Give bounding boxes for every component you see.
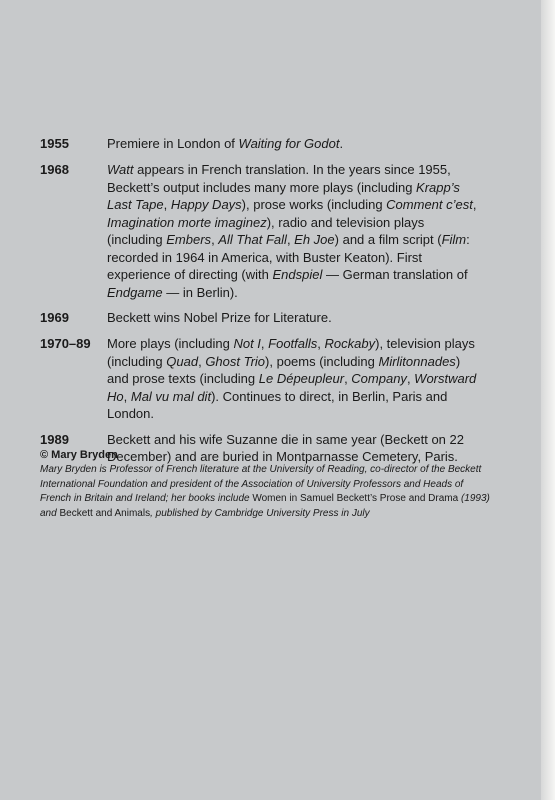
work-title: Embers — [166, 232, 212, 247]
work-title: Waiting for Godot — [238, 136, 340, 151]
work-title: Imagination morte imaginez — [107, 214, 267, 230]
work-title: Krapp’s Last Tape — [107, 179, 460, 212]
text-run: , — [344, 371, 352, 386]
timeline-year: 1955 — [40, 136, 69, 151]
text-run: — in Berlin). — [162, 284, 238, 300]
text-run: appears in French translation. In the years since 1955, Beckett’s output includes many more plays (including — [107, 162, 451, 195]
timeline-description — [107, 335, 480, 423]
text-run: , — [198, 353, 206, 369]
work-title: Happy Days — [170, 197, 242, 212]
book-title: Beckett and Animals — [59, 507, 151, 519]
work-title: Le Dépeupleur — [258, 371, 345, 386]
timeline-row — [40, 161, 480, 301]
work-title: Film — [441, 232, 467, 247]
text-run: , — [472, 197, 477, 212]
work-title: Comment c’est — [386, 197, 473, 212]
text-run: ), radio and television plays (including — [107, 214, 425, 247]
text-run: , — [286, 232, 295, 247]
timeline-description — [107, 161, 480, 301]
text-run: ) and prose texts (including — [107, 353, 461, 386]
text-run: . — [339, 136, 344, 151]
work-title: Endspiel — [272, 267, 323, 282]
work-title: Endgame — [107, 284, 163, 300]
text-run: : recorded in 1964 in America, with Buster Keaton). First experience of directing (with — [107, 232, 470, 282]
text-run: , — [163, 197, 171, 212]
bio-text: , published by Cambridge University Press in July — [150, 507, 370, 519]
timeline-row — [40, 135, 480, 153]
timeline-year: 1970–89 — [40, 336, 91, 351]
timeline-description — [107, 135, 480, 153]
author-credit — [40, 448, 490, 521]
text-run: ), prose works (including — [241, 197, 387, 212]
work-title: Footfalls — [268, 336, 318, 351]
work-title: Not I — [233, 336, 261, 351]
work-title: All That Fall — [218, 232, 287, 247]
chronology-list — [40, 135, 480, 474]
page-edge — [541, 0, 555, 800]
author-bio — [40, 463, 490, 521]
book-title: Women in Samuel Beckett’s Prose and Drama — [252, 493, 459, 504]
work-title: Mal vu mal dit — [130, 388, 212, 404]
timeline-row — [40, 309, 480, 327]
text-run: , — [123, 388, 131, 404]
work-title: Rockaby — [324, 336, 376, 351]
timeline-row — [40, 335, 480, 423]
text-run: ) and a film script ( — [334, 232, 442, 247]
work-title: Quad — [166, 353, 199, 369]
work-title: Eh Joe — [294, 232, 335, 247]
work-title: Ghost Trio — [205, 353, 266, 369]
timeline-year: 1989 — [40, 431, 69, 447]
text-run: , — [317, 336, 325, 351]
text-run: ), poems (including — [265, 353, 379, 369]
text-run: Premiere in London of — [107, 136, 239, 151]
work-title: Watt — [107, 162, 134, 177]
timeline-description — [107, 309, 480, 327]
text-run: , — [406, 371, 415, 386]
text-run: Beckett and his wife Suzanne die in same year (Beckett on 22 December) and are buried in Montparnasse Cemetery, Paris. — [107, 431, 464, 464]
text-run: More plays (including — [107, 336, 234, 351]
text-run: Beckett wins Nobel Prize for Literature. — [107, 310, 332, 325]
work-title: Worstward Ho — [107, 371, 477, 404]
work-title: Mirlitonnades — [378, 353, 456, 369]
timeline-year: 1969 — [40, 310, 69, 325]
text-run: , — [211, 232, 219, 247]
text-run: — German translation of — [322, 267, 468, 282]
bio-text: (1993) and — [40, 493, 490, 519]
work-title: Company — [351, 371, 407, 386]
text-run: ), television plays (including — [107, 336, 475, 369]
bio-text: Mary Bryden is Professor of French literature at the University of Reading, co-director of the Beckett International Foundation and president of the Association of University Professors and Heads of French in Britain and Ireland; her books include — [40, 464, 482, 504]
author-name: © Mary Bryden — [40, 449, 118, 461]
text-run: , — [260, 336, 269, 351]
timeline-year: 1968 — [40, 162, 69, 177]
text-run: ). Continues to direct, in Berlin, Paris and London. — [107, 388, 448, 421]
